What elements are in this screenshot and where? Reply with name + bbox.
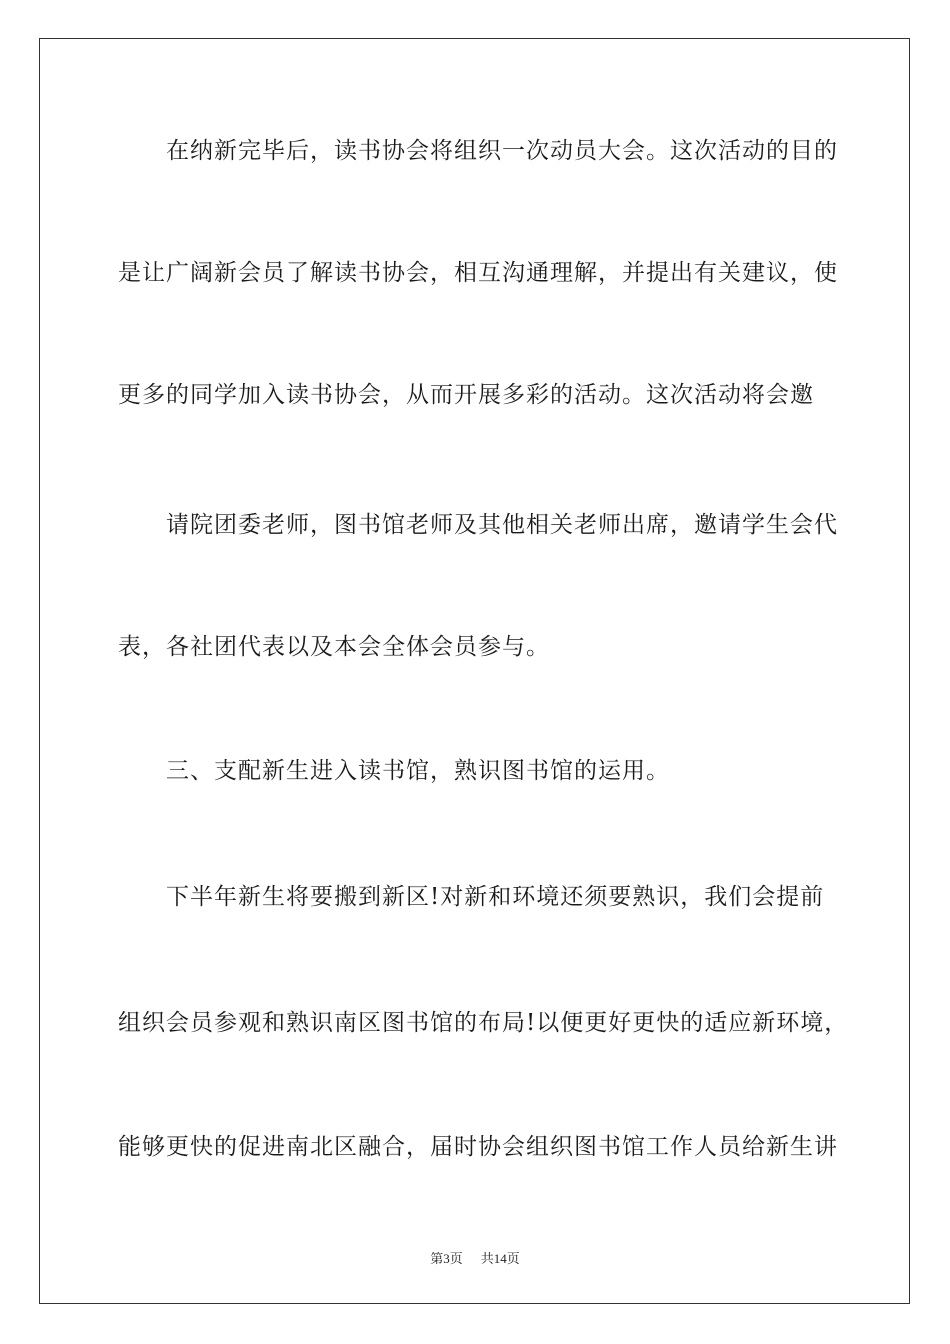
- page-border: [39, 38, 910, 1304]
- paragraph-line: 下半年新生将要搬到新区!对新和环境还须要熟识，我们会提前: [166, 884, 825, 910]
- paragraph-line: 能够更快的促进南北区融合，届时协会组织图书馆工作人员给新生讲: [118, 1134, 838, 1160]
- page-number: 第3页: [430, 1251, 463, 1266]
- paragraph-line: 组织会员参观和熟识南区图书馆的布局!以便更好更快的适应新环境，: [118, 1010, 849, 1036]
- total-pages: 共14页: [480, 1251, 520, 1266]
- section-heading: 三、支配新生进入读书馆，熟识图书馆的运用。: [166, 758, 670, 784]
- paragraph-line: 请院团委老师，图书馆老师及其他相关老师出席，邀请学生会代: [166, 512, 838, 538]
- paragraph-line: 在纳新完毕后，读书协会将组织一次动员大会。这次活动的目的: [166, 138, 838, 164]
- paragraph-line: 表，各社团代表以及本会全体会员参与。: [118, 634, 550, 660]
- page-footer: [0, 1248, 950, 1267]
- paragraph-line: 更多的同学加入读书协会，从而开展多彩的活动。这次活动将会邀: [118, 382, 814, 408]
- paragraph-line: 是让广阔新会员了解读书协会，相互沟通理解，并提出有关建议，使: [118, 260, 838, 286]
